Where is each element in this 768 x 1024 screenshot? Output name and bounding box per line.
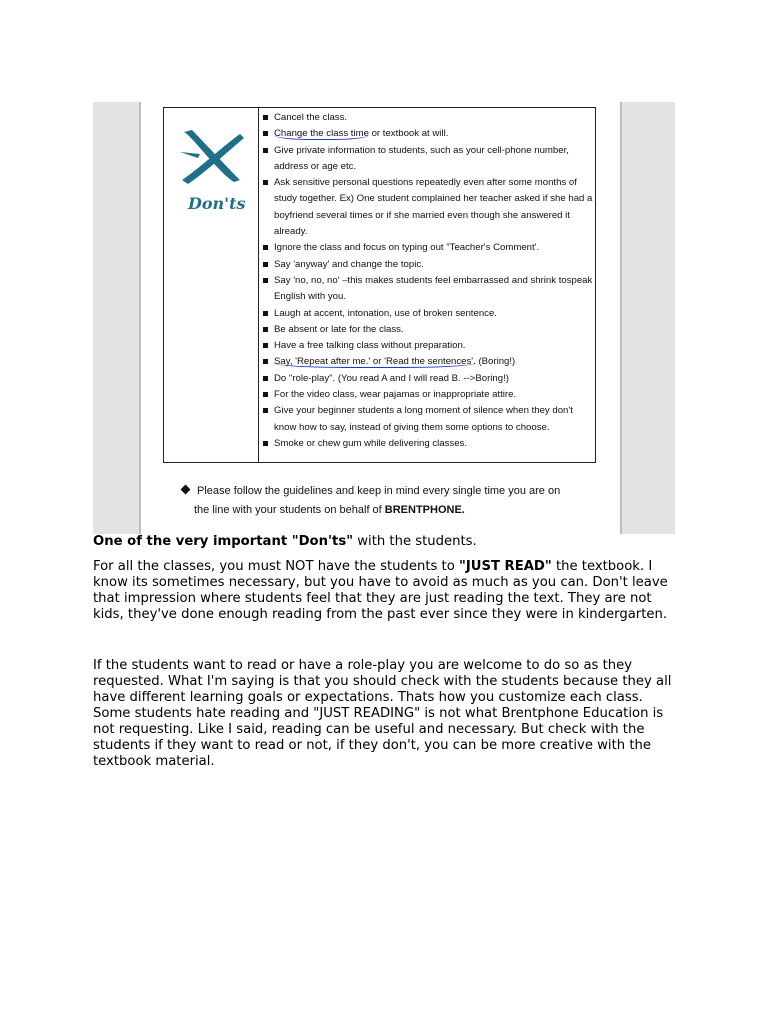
dont-item: Do "role-play". (You read A and I will read B. -->Boring!)	[260, 371, 594, 387]
x-mark-icon	[178, 128, 246, 186]
handwritten-underline: Change the class time	[274, 128, 369, 140]
donts-label: Don'ts	[188, 194, 246, 213]
document-body	[93, 534, 683, 770]
figure-right-margin	[620, 102, 675, 534]
dont-item: Ignore the class and focus on typing out "Teacher's Comment'.	[260, 240, 594, 256]
dont-item: Cancel the class.	[260, 110, 594, 126]
dont-item: Ask sensitive personal questions repeatedly even after some months of study together. Ex) One student complained her teacher asked if she had a boyfriend several times or if she married even though she answered it already.	[260, 175, 594, 240]
dont-item: Give your beginner students a long moment of silence when they don't know how to say, instead of giving them some options to choose.	[260, 403, 594, 436]
dont-item: Say 'anyway' and change the topic.	[260, 257, 594, 273]
paragraph-1-end: the textbook. I know its sometimes necessary, but you have to avoid as much as you can. Don't leave that impression where students feel that they are just reading the text. They are not kids, they've done enough reading from the past ever since they were in kindergarten.	[93, 559, 668, 622]
note-line-2: the line with your students on behalf of	[194, 504, 385, 516]
brand-name: BRENTPHONE.	[384, 504, 465, 516]
paragraph-1	[93, 559, 683, 623]
donts-table	[163, 107, 596, 463]
paragraph-2: If the students want to read or have a role-play you are welcome to do so as they requested. What I'm saying is that you should check with the students because they all have different learning goals or expectations. Thats how you customize each class. Some students hate reading and "JUST READING" is not what Brentphone Education is not requesting. Like I said, reading can be useful and necessary. But check with the students if they want to read or not, if they don't, you can be more creative with the textbook material.	[93, 658, 672, 769]
dont-item: Be absent or late for the class.	[260, 322, 594, 338]
dont-item: Smoke or chew gum while delivering classes.	[260, 436, 594, 452]
dont-item: Say 'no, no, no' –this makes students feel embarrassed and shrink tospeak English with you.	[260, 273, 594, 306]
paragraph-1-start: For all the classes, you must NOT have the students to	[93, 559, 459, 574]
dont-item: Give private information to students, such as your cell-phone number, address or age etc.	[260, 143, 594, 176]
dont-item: Change the class time or textbook at will.	[260, 126, 594, 142]
just-read-emphasis: "JUST READ"	[458, 559, 552, 574]
figure-left-margin	[93, 102, 141, 534]
donts-figure	[93, 102, 675, 534]
guideline-note	[179, 482, 609, 520]
table-divider	[258, 108, 259, 462]
donts-list	[260, 110, 594, 452]
note-line-1: Please follow the guidelines and keep in mind every single time you are on	[197, 485, 561, 497]
handwritten-underline: Say, 'Repeat after me.' or 'Read the sentences'.	[274, 356, 476, 368]
dont-item: Laugh at accent, intonation, use of broken sentence.	[260, 306, 594, 322]
dont-item: For the video class, wear pajamas or inappropriate attire.	[260, 387, 594, 403]
heading-bold: One of the very important "Don'ts"	[93, 534, 354, 549]
diamond-bullet-icon	[181, 485, 191, 495]
dont-item: Have a free talking class without preparation.	[260, 338, 594, 354]
dont-item: Say, 'Repeat after me.' or 'Read the sentences'. (Boring!)	[260, 354, 594, 370]
section-heading	[93, 534, 683, 550]
heading-rest: with the students.	[353, 534, 477, 549]
